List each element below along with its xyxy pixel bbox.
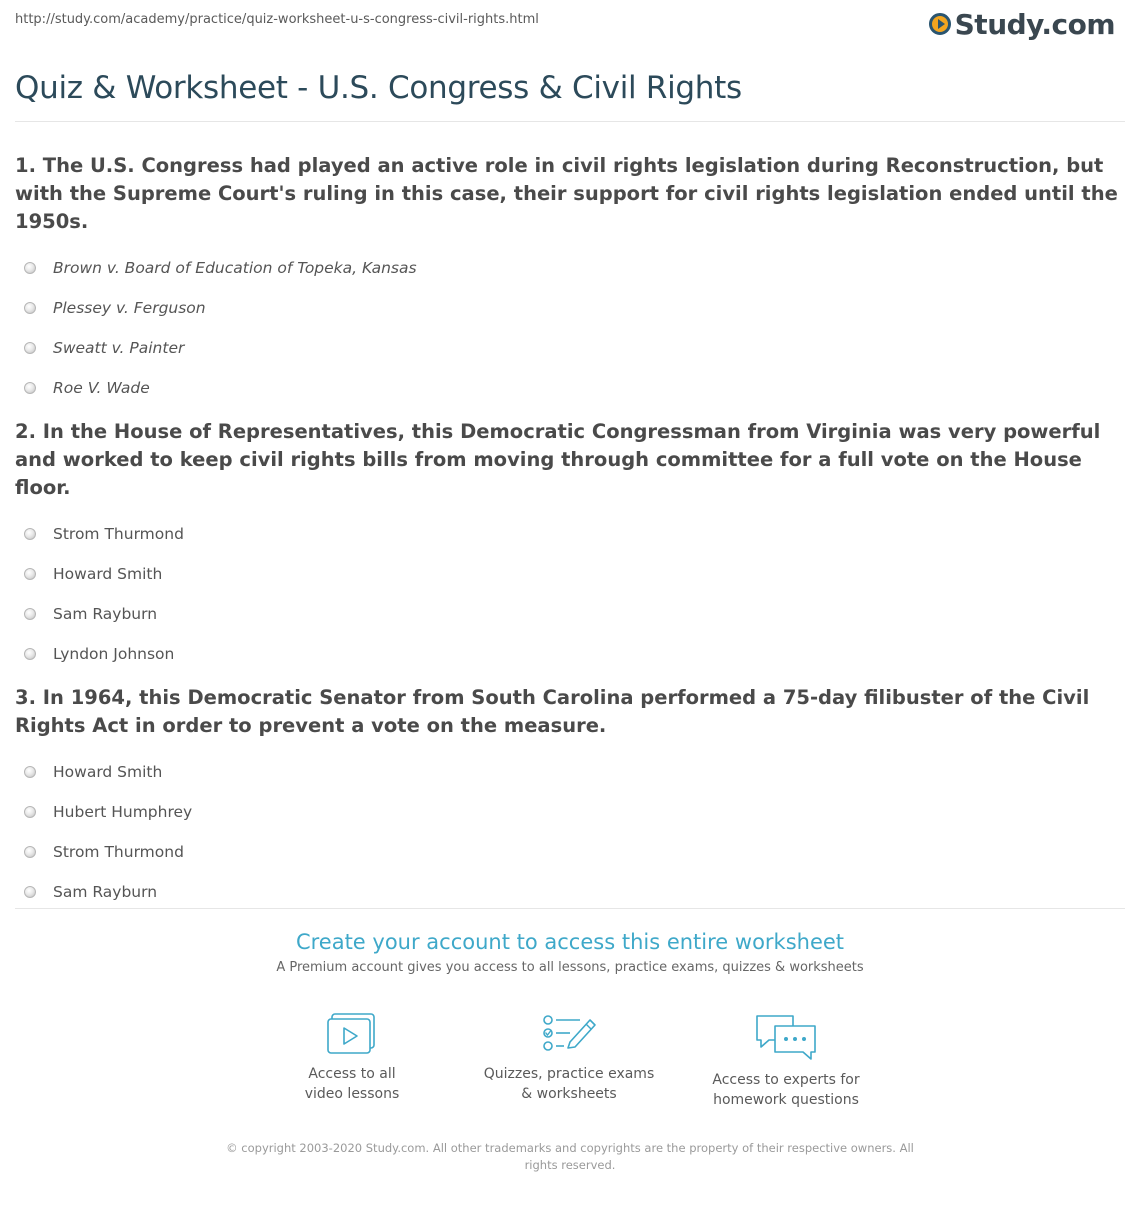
copyright-footer: © copyright 2003-2020 Study.com. All other trademarks and copyrights are the property of their respective owners. All rights reserved. [226, 1141, 914, 1172]
premium-description: A Premium account gives you access to all lessons, practice exams, quizzes & worksheets [276, 960, 864, 975]
logo-text: Study.com [954, 7, 1115, 41]
answer-option[interactable] [15, 248, 1125, 288]
feature-label: Access to all video lessons [304, 1066, 400, 1102]
answer-label: Brown v. Board of Education of Topeka, Kansas [53, 259, 417, 277]
answer-option[interactable] [15, 554, 1125, 594]
page-url: http://study.com/academy/practice/quiz-worksheet-u-s-congress-civil-rights.html [15, 12, 539, 27]
answer-label: Howard Smith [53, 763, 163, 781]
answer-options [15, 752, 1125, 912]
create-account-link[interactable]: Create your account to access this entire worksheet [295, 930, 845, 954]
answer-options [15, 248, 1125, 408]
radio-button[interactable] [24, 342, 36, 354]
radio-button[interactable] [24, 766, 36, 778]
section-divider [15, 908, 1125, 909]
question-text: 2. In the House of Representatives, this Democratic Congressman from Virginia was very powerful and worked to keep civil rights bills from moving through committee for a full vote on the House floor. [15, 420, 1101, 499]
radio-button[interactable] [24, 302, 36, 314]
top-bar [15, 0, 1125, 48]
checklist-pencil-icon [540, 1012, 598, 1056]
answer-option[interactable] [15, 634, 1125, 674]
answer-option[interactable] [15, 594, 1125, 634]
answer-label: Lyndon Johnson [53, 645, 175, 663]
answer-option[interactable] [15, 792, 1125, 832]
premium-features [0, 1012, 1140, 1112]
answer-option[interactable] [15, 832, 1125, 872]
answer-option[interactable] [15, 368, 1125, 408]
answer-option[interactable] [15, 752, 1125, 792]
question-1 [15, 152, 1125, 408]
answer-label: Hubert Humphrey [53, 803, 193, 821]
answer-label: Howard Smith [53, 565, 163, 583]
page-title: Quiz & Worksheet - U.S. Congress & Civil Rights [15, 70, 742, 106]
feature-label: Quizzes, practice exams & worksheets [483, 1066, 655, 1102]
feature-quizzes [469, 1012, 669, 1104]
feature-label: Access to experts for homework questions [712, 1072, 860, 1108]
answer-label: Sweatt v. Painter [53, 339, 185, 357]
question-2 [15, 418, 1125, 674]
question-text: 3. In 1964, this Democratic Senator from South Carolina performed a 75-day filibuster of the Civil Rights Act in order to prevent a vote on the measure. [15, 686, 1090, 737]
answer-label: Plessey v. Ferguson [53, 299, 206, 317]
answer-option[interactable] [15, 328, 1125, 368]
answer-label: Roe V. Wade [53, 379, 150, 397]
answer-option[interactable] [15, 288, 1125, 328]
feature-video-lessons [252, 1012, 452, 1104]
radio-button[interactable] [24, 608, 36, 620]
radio-button[interactable] [24, 806, 36, 818]
question-3 [15, 684, 1125, 912]
question-text: 1. The U.S. Congress had played an active role in civil rights legislation during Reconstruction, but with the Supreme Court's ruling in this case, their support for civil rights legislation ended until the 1950s. [15, 154, 1118, 233]
study-logo[interactable] [929, 6, 1115, 42]
radio-button[interactable] [24, 886, 36, 898]
question-list [15, 152, 1125, 912]
radio-button[interactable] [24, 846, 36, 858]
radio-button[interactable] [24, 528, 36, 540]
answer-label: Sam Rayburn [53, 883, 158, 901]
answer-label: Sam Rayburn [53, 605, 158, 623]
answer-option[interactable] [15, 872, 1125, 912]
answer-options [15, 514, 1125, 674]
radio-button[interactable] [24, 648, 36, 660]
answer-label: Strom Thurmond [53, 843, 184, 861]
radio-button[interactable] [24, 568, 36, 580]
title-divider [15, 121, 1125, 122]
answer-option[interactable] [15, 514, 1125, 554]
answer-label: Strom Thurmond [53, 525, 184, 543]
chat-bubbles-icon [753, 1012, 819, 1062]
feature-experts [686, 1012, 886, 1110]
radio-button[interactable] [24, 382, 36, 394]
video-play-icon [326, 1012, 378, 1056]
premium-promo [0, 930, 1140, 975]
play-circle-icon [929, 13, 951, 35]
radio-button[interactable] [24, 262, 36, 274]
